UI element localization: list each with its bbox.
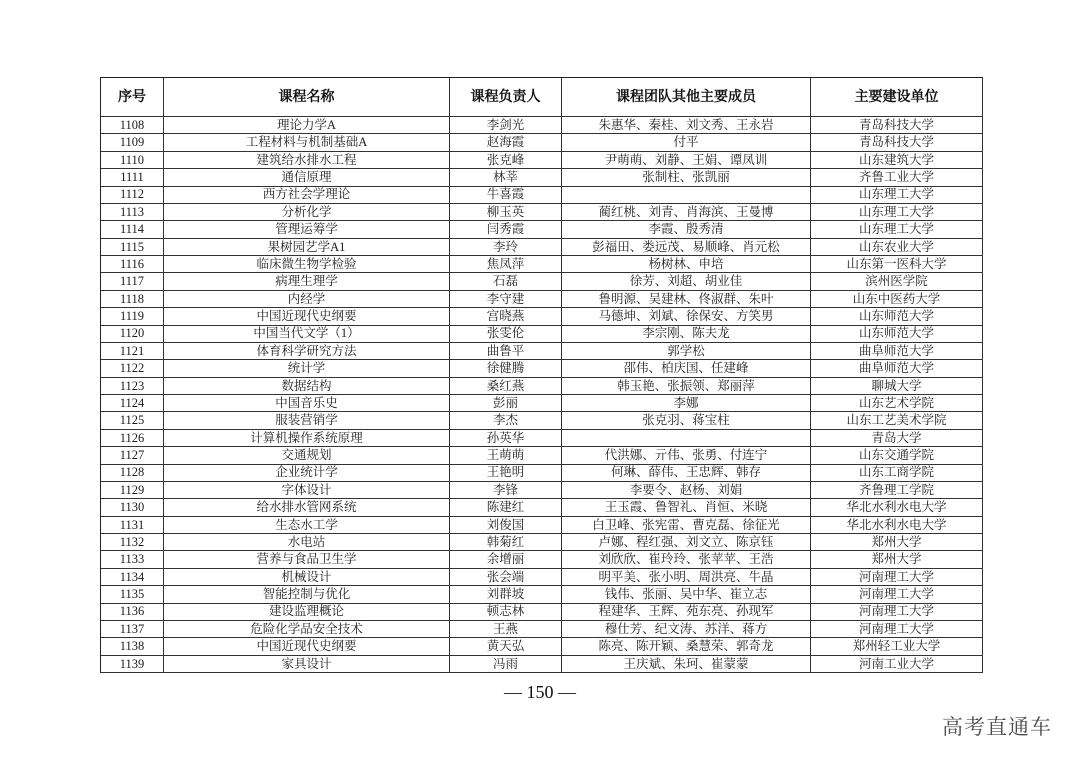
cell-institution: 齐鲁理工学院 bbox=[811, 482, 983, 499]
cell-index: 1112 bbox=[101, 187, 164, 204]
cell-index: 1117 bbox=[101, 273, 164, 290]
cell-course-name: 统计学 bbox=[164, 360, 450, 377]
cell-institution: 山东师范大学 bbox=[811, 308, 983, 325]
cell-team-members: 徐芳、刘超、胡业佳 bbox=[562, 273, 811, 290]
cell-index: 1127 bbox=[101, 447, 164, 464]
cell-index: 1134 bbox=[101, 569, 164, 586]
cell-course-name: 建筑给水排水工程 bbox=[164, 152, 450, 169]
cell-institution: 青岛科技大学 bbox=[811, 117, 983, 134]
cell-course-lead: 林莘 bbox=[450, 169, 562, 186]
header-course-lead: 课程负责人 bbox=[450, 78, 562, 117]
cell-course-name: 体育科学研究方法 bbox=[164, 343, 450, 360]
cell-institution: 河南工业大学 bbox=[811, 656, 983, 673]
cell-institution: 青岛科技大学 bbox=[811, 134, 983, 151]
cell-course-name: 服装营销学 bbox=[164, 412, 450, 429]
cell-course-name: 中国近现代史纲要 bbox=[164, 638, 450, 655]
cell-course-name: 中国音乐史 bbox=[164, 395, 450, 412]
cell-index: 1118 bbox=[101, 291, 164, 308]
cell-index: 1133 bbox=[101, 551, 164, 568]
cell-institution: 华北水利水电大学 bbox=[811, 517, 983, 534]
cell-team-members: 尹萌萌、刘静、王娟、谭凤训 bbox=[562, 152, 811, 169]
cell-index: 1126 bbox=[101, 430, 164, 447]
cell-institution: 河南理工大学 bbox=[811, 621, 983, 638]
cell-index: 1125 bbox=[101, 412, 164, 429]
cell-institution: 华北水利水电大学 bbox=[811, 499, 983, 516]
cell-team-members: 李要令、赵杨、刘娟 bbox=[562, 482, 811, 499]
cell-course-name: 危险化学品安全技术 bbox=[164, 621, 450, 638]
cell-team-members: 王庆斌、朱珂、崔蒙蒙 bbox=[562, 656, 811, 673]
cell-course-lead: 王艳明 bbox=[450, 465, 562, 482]
cell-team-members: 朱惠华、秦桂、刘文秀、王永岩 bbox=[562, 117, 811, 134]
cell-course-name: 建设监理概论 bbox=[164, 604, 450, 621]
cell-institution: 曲阜师范大学 bbox=[811, 360, 983, 377]
cell-team-members: 李娜 bbox=[562, 395, 811, 412]
cell-course-name: 内经学 bbox=[164, 291, 450, 308]
cell-index: 1113 bbox=[101, 204, 164, 221]
cell-institution: 郑州大学 bbox=[811, 534, 983, 551]
cell-team-members bbox=[562, 187, 811, 204]
cell-course-name: 分析化学 bbox=[164, 204, 450, 221]
cell-institution: 聊城大学 bbox=[811, 378, 983, 395]
cell-course-lead: 焦凤萍 bbox=[450, 256, 562, 273]
cell-index: 1132 bbox=[101, 534, 164, 551]
cell-institution: 郑州大学 bbox=[811, 551, 983, 568]
cell-team-members: 白卫峰、张宪雷、曹克磊、徐征光 bbox=[562, 517, 811, 534]
cell-index: 1108 bbox=[101, 117, 164, 134]
header-team-members: 课程团队其他主要成员 bbox=[562, 78, 811, 117]
cell-team-members: 李霞、殷秀清 bbox=[562, 221, 811, 238]
cell-index: 1128 bbox=[101, 465, 164, 482]
cell-course-name: 理论力学A bbox=[164, 117, 450, 134]
cell-index: 1137 bbox=[101, 621, 164, 638]
cell-course-lead: 王燕 bbox=[450, 621, 562, 638]
cell-course-lead: 李守建 bbox=[450, 291, 562, 308]
cell-institution: 山东建筑大学 bbox=[811, 152, 983, 169]
cell-index: 1116 bbox=[101, 256, 164, 273]
cell-course-name: 中国近现代史纲要 bbox=[164, 308, 450, 325]
cell-institution: 山东理工大学 bbox=[811, 187, 983, 204]
cell-course-lead: 柳玉英 bbox=[450, 204, 562, 221]
cell-team-members: 何琳、薛伟、王忠辉、韩存 bbox=[562, 465, 811, 482]
cell-course-lead: 张会端 bbox=[450, 569, 562, 586]
cell-course-lead: 余增丽 bbox=[450, 551, 562, 568]
cell-course-name: 交通规划 bbox=[164, 447, 450, 464]
cell-team-members: 陈亮、陈开颖、桑慧荣、郭奇龙 bbox=[562, 638, 811, 655]
cell-course-lead: 刘俊国 bbox=[450, 517, 562, 534]
cell-course-name: 工程材料与机制基础A bbox=[164, 134, 450, 151]
cell-course-lead: 李剑光 bbox=[450, 117, 562, 134]
cell-course-name: 中国当代文学（1） bbox=[164, 326, 450, 343]
cell-team-members: 彭福田、娄远茂、易顺峰、肖元松 bbox=[562, 239, 811, 256]
cell-index: 1122 bbox=[101, 360, 164, 377]
cell-institution: 郑州轻工业大学 bbox=[811, 638, 983, 655]
cell-institution: 曲阜师范大学 bbox=[811, 343, 983, 360]
cell-course-lead: 张克峰 bbox=[450, 152, 562, 169]
cell-index: 1109 bbox=[101, 134, 164, 151]
cell-index: 1136 bbox=[101, 604, 164, 621]
cell-course-name: 西方社会学理论 bbox=[164, 187, 450, 204]
cell-course-lead: 闫秀霞 bbox=[450, 221, 562, 238]
cell-institution: 山东理工大学 bbox=[811, 221, 983, 238]
cell-course-name: 管理运筹学 bbox=[164, 221, 450, 238]
cell-team-members: 付平 bbox=[562, 134, 811, 151]
cell-course-lead: 孙英华 bbox=[450, 430, 562, 447]
cell-team-members: 程建华、王辉、苑东亮、孙现军 bbox=[562, 604, 811, 621]
cell-team-members bbox=[562, 430, 811, 447]
cell-team-members: 刘欣欣、崔玲玲、张苹苹、王浩 bbox=[562, 551, 811, 568]
page-number: — 150 — bbox=[504, 682, 576, 702]
cell-institution: 山东工艺美术学院 bbox=[811, 412, 983, 429]
header-institution: 主要建设单位 bbox=[811, 78, 983, 117]
cell-course-lead: 桑红燕 bbox=[450, 378, 562, 395]
cell-institution: 山东师范大学 bbox=[811, 326, 983, 343]
cell-course-name: 通信原理 bbox=[164, 169, 450, 186]
cell-index: 1130 bbox=[101, 499, 164, 516]
cell-course-lead: 彭丽 bbox=[450, 395, 562, 412]
cell-course-name: 企业统计学 bbox=[164, 465, 450, 482]
cell-course-name: 字体设计 bbox=[164, 482, 450, 499]
cell-course-lead: 张雯伦 bbox=[450, 326, 562, 343]
cell-team-members: 马德坤、刘斌、徐保安、方笑男 bbox=[562, 308, 811, 325]
cell-course-lead: 宫晓燕 bbox=[450, 308, 562, 325]
cell-index: 1115 bbox=[101, 239, 164, 256]
cell-team-members: 卢娜、程红强、刘文立、陈京钰 bbox=[562, 534, 811, 551]
cell-team-members: 杨树林、申培 bbox=[562, 256, 811, 273]
cell-index: 1129 bbox=[101, 482, 164, 499]
cell-course-lead: 韩菊红 bbox=[450, 534, 562, 551]
cell-course-name: 营养与食品卫生学 bbox=[164, 551, 450, 568]
cell-course-lead: 陈建红 bbox=[450, 499, 562, 516]
cell-institution: 河南理工大学 bbox=[811, 569, 983, 586]
cell-course-name: 数据结构 bbox=[164, 378, 450, 395]
cell-index: 1123 bbox=[101, 378, 164, 395]
cell-team-members: 郭学松 bbox=[562, 343, 811, 360]
cell-course-lead: 牛喜霞 bbox=[450, 187, 562, 204]
course-table bbox=[100, 77, 983, 673]
cell-team-members: 张克羽、蒋宝柱 bbox=[562, 412, 811, 429]
cell-course-lead: 赵海霞 bbox=[450, 134, 562, 151]
cell-course-name: 计算机操作系统原理 bbox=[164, 430, 450, 447]
cell-index: 1110 bbox=[101, 152, 164, 169]
cell-team-members: 代洪娜、亓伟、张勇、付连宁 bbox=[562, 447, 811, 464]
cell-institution: 山东工商学院 bbox=[811, 465, 983, 482]
cell-team-members: 韩玉艳、张振领、郑丽萍 bbox=[562, 378, 811, 395]
cell-index: 1131 bbox=[101, 517, 164, 534]
cell-course-lead: 李玲 bbox=[450, 239, 562, 256]
cell-course-name: 病理生理学 bbox=[164, 273, 450, 290]
cell-institution: 滨州医学院 bbox=[811, 273, 983, 290]
cell-course-lead: 石磊 bbox=[450, 273, 562, 290]
cell-team-members: 李宗刚、陈夫龙 bbox=[562, 326, 811, 343]
cell-institution: 河南理工大学 bbox=[811, 604, 983, 621]
cell-index: 1138 bbox=[101, 638, 164, 655]
cell-team-members: 明平美、张小明、周洪亮、牛晶 bbox=[562, 569, 811, 586]
cell-course-name: 临床微生物学检验 bbox=[164, 256, 450, 273]
cell-index: 1114 bbox=[101, 221, 164, 238]
cell-team-members: 鲁明源、吴建林、佟淑群、朱叶 bbox=[562, 291, 811, 308]
cell-institution: 青岛大学 bbox=[811, 430, 983, 447]
cell-team-members: 蔺红桃、刘青、肖海滨、王曼博 bbox=[562, 204, 811, 221]
cell-institution: 齐鲁工业大学 bbox=[811, 169, 983, 186]
cell-course-lead: 李锋 bbox=[450, 482, 562, 499]
cell-course-lead: 李杰 bbox=[450, 412, 562, 429]
cell-team-members: 钱伟、张丽、吴中华、崔立志 bbox=[562, 586, 811, 603]
cell-institution: 河南理工大学 bbox=[811, 586, 983, 603]
cell-team-members: 张制柱、张凯丽 bbox=[562, 169, 811, 186]
cell-course-name: 家具设计 bbox=[164, 656, 450, 673]
cell-institution: 山东艺术学院 bbox=[811, 395, 983, 412]
cell-course-lead: 王萌萌 bbox=[450, 447, 562, 464]
watermark: 高考直通车 bbox=[942, 715, 1052, 739]
header-course-name: 课程名称 bbox=[164, 78, 450, 117]
cell-index: 1120 bbox=[101, 326, 164, 343]
cell-index: 1121 bbox=[101, 343, 164, 360]
cell-course-name: 生态水工学 bbox=[164, 517, 450, 534]
cell-course-name: 智能控制与优化 bbox=[164, 586, 450, 603]
cell-index: 1119 bbox=[101, 308, 164, 325]
header-index: 序号 bbox=[101, 78, 164, 117]
cell-institution: 山东农业大学 bbox=[811, 239, 983, 256]
cell-institution: 山东理工大学 bbox=[811, 204, 983, 221]
cell-course-lead: 冯雨 bbox=[450, 656, 562, 673]
cell-course-name: 水电站 bbox=[164, 534, 450, 551]
cell-course-name: 给水排水管网系统 bbox=[164, 499, 450, 516]
cell-team-members: 穆仕芳、纪文涛、苏洋、蒋方 bbox=[562, 621, 811, 638]
cell-team-members: 邵伟、柏庆国、任建峰 bbox=[562, 360, 811, 377]
cell-course-lead: 顿志林 bbox=[450, 604, 562, 621]
cell-team-members: 王玉霞、鲁智礼、肖恒、米晓 bbox=[562, 499, 811, 516]
cell-index: 1111 bbox=[101, 169, 164, 186]
cell-course-lead: 曲鲁平 bbox=[450, 343, 562, 360]
cell-index: 1135 bbox=[101, 586, 164, 603]
cell-course-lead: 徐健腾 bbox=[450, 360, 562, 377]
cell-course-lead: 黄天弘 bbox=[450, 638, 562, 655]
cell-index: 1124 bbox=[101, 395, 164, 412]
cell-institution: 山东第一医科大学 bbox=[811, 256, 983, 273]
cell-course-lead: 刘群坡 bbox=[450, 586, 562, 603]
cell-institution: 山东中医药大学 bbox=[811, 291, 983, 308]
cell-course-name: 机械设计 bbox=[164, 569, 450, 586]
cell-course-name: 果树园艺学A1 bbox=[164, 239, 450, 256]
cell-index: 1139 bbox=[101, 656, 164, 673]
cell-institution: 山东交通学院 bbox=[811, 447, 983, 464]
